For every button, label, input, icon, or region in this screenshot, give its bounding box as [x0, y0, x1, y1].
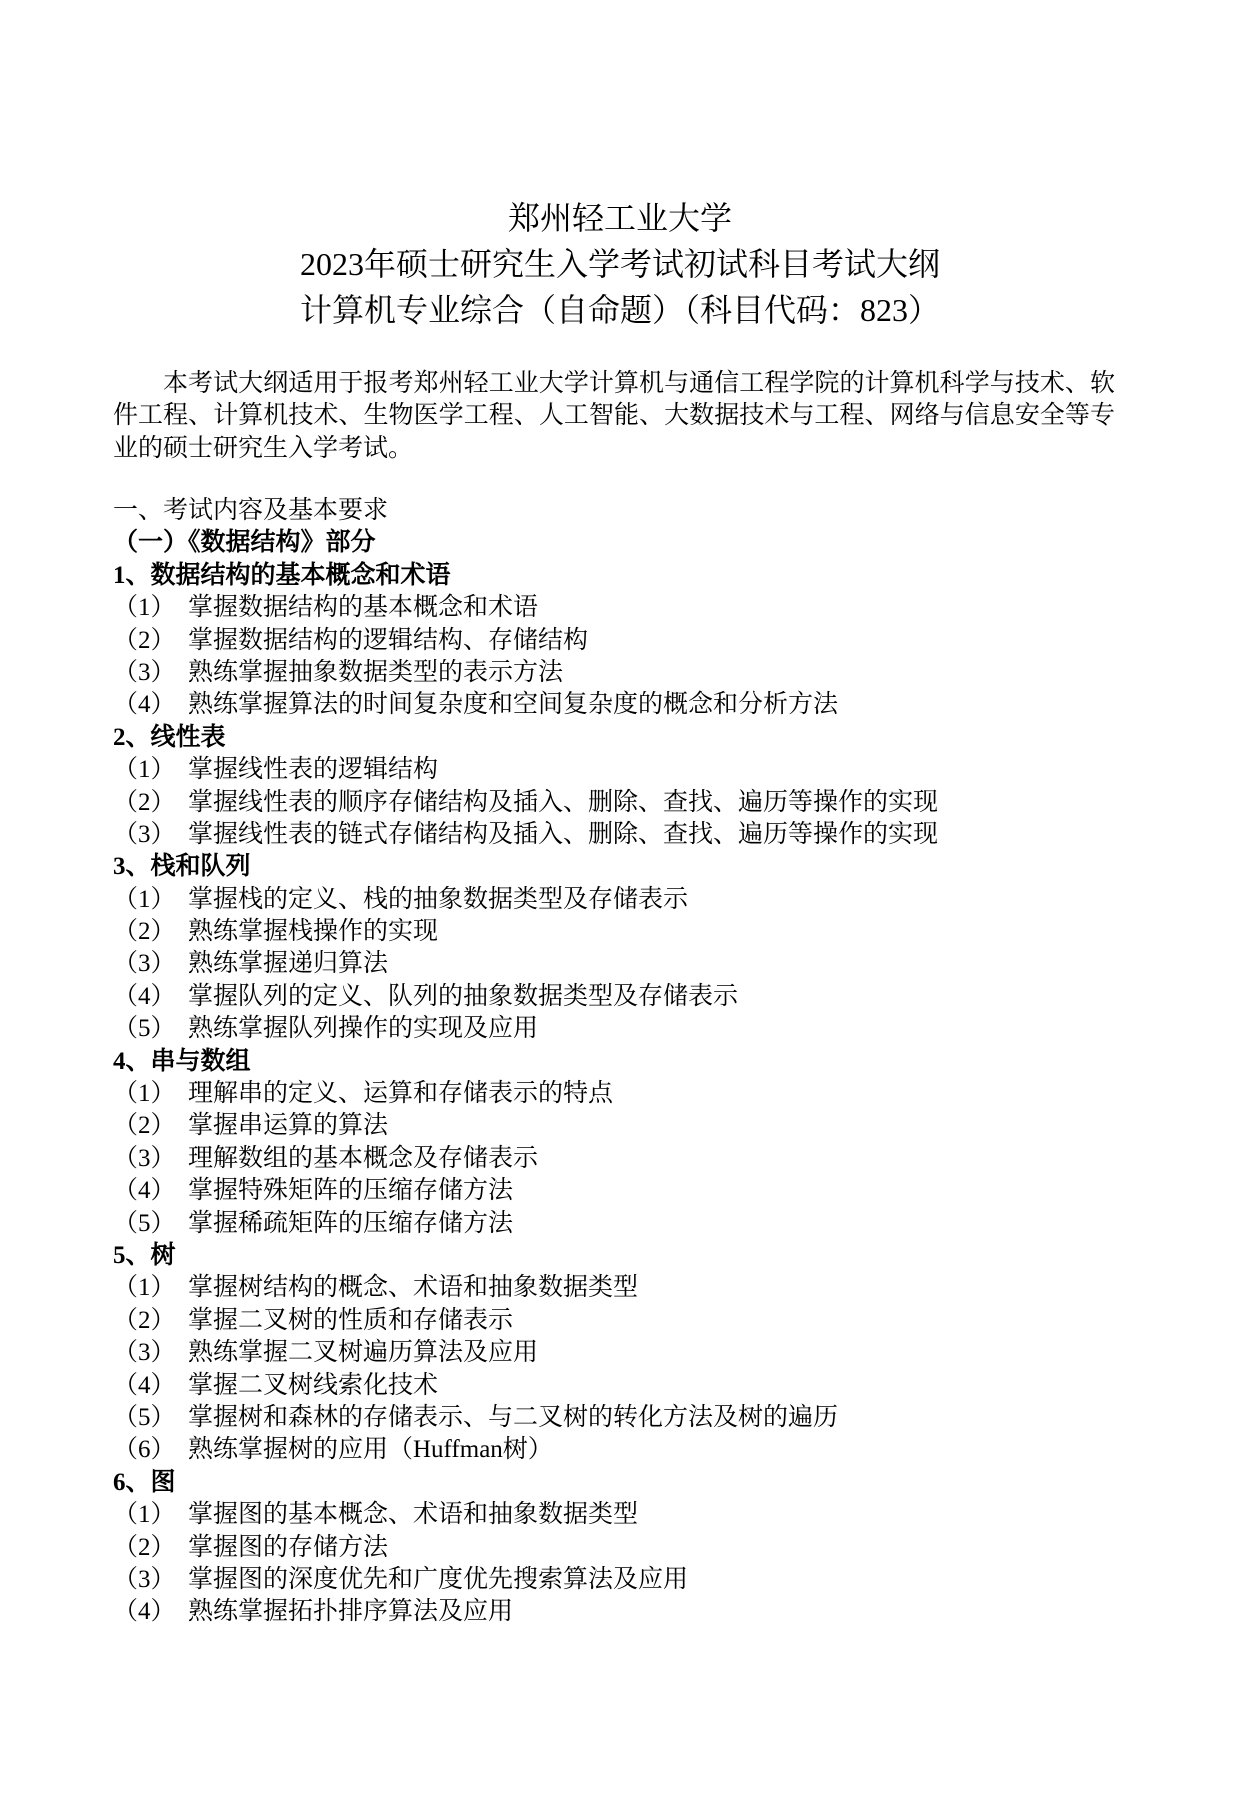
- outline-item: [113, 916, 1123, 948]
- topic-heading: 4、串与数组: [113, 1047, 251, 1075]
- outline-item: [113, 981, 1123, 1013]
- outline-item: [113, 948, 1123, 980]
- item-number: （4）: [113, 691, 176, 719]
- topic-stack-queue: [113, 851, 1123, 1045]
- outline-item: [113, 1337, 1123, 1369]
- topic-graph: [113, 1467, 1123, 1629]
- outline-item: [113, 787, 1123, 819]
- section-heading: 一、考试内容及基本要求: [113, 497, 389, 524]
- exam-outline: [113, 495, 1123, 1629]
- item-text: 掌握线性表的链式存储结构及插入、删除、查找、遍历等操作的实现: [188, 820, 939, 848]
- item-number: （2）: [113, 788, 176, 816]
- intro-paragraph: 本考试大纲适用于报考郑州轻工业大学计算机与通信工程学院的计算机科学与技术、软件工程、计算机技术、生物医学工程、人工智能、大数据技术与工程、网络与信息安全等专业的硕士研究生入学考试。: [113, 370, 1115, 462]
- outline-item: [113, 689, 1123, 721]
- item-number: （4）: [113, 1371, 176, 1399]
- topic-heading: 3、栈和队列: [113, 853, 251, 881]
- item-number: （1）: [113, 885, 176, 913]
- university-name: 郑州轻工业大学: [507, 200, 732, 236]
- item-number: （1）: [113, 594, 176, 622]
- outline-item: [113, 592, 1123, 624]
- item-text: 熟练掌握树的应用（Huffman树）: [188, 1436, 553, 1464]
- outline-item: [113, 1175, 1123, 1207]
- item-text: 掌握树和森林的存储表示、与二叉树的转化方法及树的遍历: [188, 1403, 839, 1431]
- outline-item: [113, 1110, 1123, 1142]
- outline-item: [113, 1013, 1123, 1045]
- outline-item: [113, 1208, 1123, 1240]
- item-text: 熟练掌握递归算法: [188, 950, 389, 978]
- item-text: 熟练掌握拓扑排序算法及应用: [188, 1598, 514, 1626]
- item-text: 掌握二叉树的性质和存储表示: [188, 1306, 514, 1334]
- item-text: 掌握队列的定义、队列的抽象数据类型及存储表示: [188, 982, 739, 1010]
- outline-item: [113, 625, 1123, 657]
- subject-title: 计算机专业综合（自命题）（科目代码：823）: [299, 292, 940, 328]
- topic-linear-list: [113, 722, 1123, 852]
- item-number: （3）: [113, 820, 176, 848]
- topic-heading: 1、数据结构的基本概念和术语: [113, 561, 451, 589]
- outline-item: [113, 754, 1123, 786]
- item-number: （4）: [113, 982, 176, 1010]
- outline-item: [113, 1143, 1123, 1175]
- item-text: 掌握串运算的算法: [188, 1112, 389, 1140]
- item-number: （3）: [113, 1339, 176, 1367]
- item-text: 掌握特殊矩阵的压缩存储方法: [188, 1177, 514, 1205]
- item-number: （5）: [113, 1015, 176, 1043]
- topic-heading: 5、树: [113, 1241, 176, 1269]
- topic-string-array: [113, 1046, 1123, 1240]
- item-number: （1）: [113, 1501, 176, 1529]
- item-number: （1）: [113, 1274, 176, 1302]
- outline-item: [113, 1499, 1123, 1531]
- outline-item: [113, 1370, 1123, 1402]
- item-number: （2）: [113, 1306, 176, 1334]
- outline-item: [113, 1305, 1123, 1337]
- item-text: 掌握线性表的顺序存储结构及插入、删除、查找、遍历等操作的实现: [188, 788, 939, 816]
- item-text: 掌握图的深度优先和广度优先搜索算法及应用: [188, 1565, 689, 1593]
- item-text: 掌握数据结构的逻辑结构、存储结构: [188, 626, 589, 654]
- item-number: （2）: [113, 1112, 176, 1140]
- outline-item: [113, 1596, 1123, 1628]
- item-number: （5）: [113, 1209, 176, 1237]
- outline-item: [113, 884, 1123, 916]
- item-text: 掌握线性表的逻辑结构: [188, 756, 439, 784]
- outline-item: [113, 1078, 1123, 1110]
- item-text: 熟练掌握队列操作的实现及应用: [188, 1015, 539, 1043]
- exam-title: 2023年硕士研究生入学考试初试科目考试大纲: [299, 246, 940, 282]
- item-text: 掌握二叉树线索化技术: [188, 1371, 439, 1399]
- item-number: （4）: [113, 1598, 176, 1626]
- item-text: 掌握树结构的概念、术语和抽象数据类型: [188, 1274, 639, 1302]
- item-text: 理解数组的基本概念及存储表示: [188, 1144, 539, 1172]
- topic-tree: [113, 1240, 1123, 1467]
- outline-item: [113, 1402, 1123, 1434]
- item-text: 掌握数据结构的基本概念和术语: [188, 594, 539, 622]
- item-text: 理解串的定义、运算和存储表示的特点: [188, 1080, 614, 1108]
- outline-item: [113, 1532, 1123, 1564]
- outline-item: [113, 1272, 1123, 1304]
- outline-item: [113, 819, 1123, 851]
- topic-basic-concepts: [113, 560, 1123, 722]
- part-heading: （一）《数据结构》部分: [113, 529, 376, 557]
- item-text: 熟练掌握抽象数据类型的表示方法: [188, 658, 564, 686]
- item-text: 掌握图的存储方法: [188, 1533, 389, 1561]
- item-number: （6）: [113, 1436, 176, 1464]
- item-number: （4）: [113, 1177, 176, 1205]
- topic-heading: 6、图: [113, 1468, 176, 1496]
- item-number: （3）: [113, 1565, 176, 1593]
- item-text: 掌握稀疏矩阵的压缩存储方法: [188, 1209, 514, 1237]
- topic-heading: 2、线性表: [113, 723, 226, 751]
- item-text: 熟练掌握栈操作的实现: [188, 918, 439, 946]
- outline-item: [113, 1434, 1123, 1466]
- item-number: （3）: [113, 658, 176, 686]
- document-header: [0, 195, 1240, 333]
- outline-item: [113, 1564, 1123, 1596]
- item-text: 掌握图的基本概念、术语和抽象数据类型: [188, 1501, 639, 1529]
- item-text: 熟练掌握算法的时间复杂度和空间复杂度的概念和分析方法: [188, 691, 839, 719]
- item-number: （2）: [113, 1533, 176, 1561]
- item-number: （2）: [113, 918, 176, 946]
- item-number: （5）: [113, 1403, 176, 1431]
- item-number: （1）: [113, 1080, 176, 1108]
- item-text: 掌握栈的定义、栈的抽象数据类型及存储表示: [188, 885, 689, 913]
- item-number: （1）: [113, 756, 176, 784]
- item-number: （3）: [113, 950, 176, 978]
- item-text: 熟练掌握二叉树遍历算法及应用: [188, 1339, 539, 1367]
- item-number: （2）: [113, 626, 176, 654]
- item-number: （3）: [113, 1144, 176, 1172]
- outline-item: [113, 657, 1123, 689]
